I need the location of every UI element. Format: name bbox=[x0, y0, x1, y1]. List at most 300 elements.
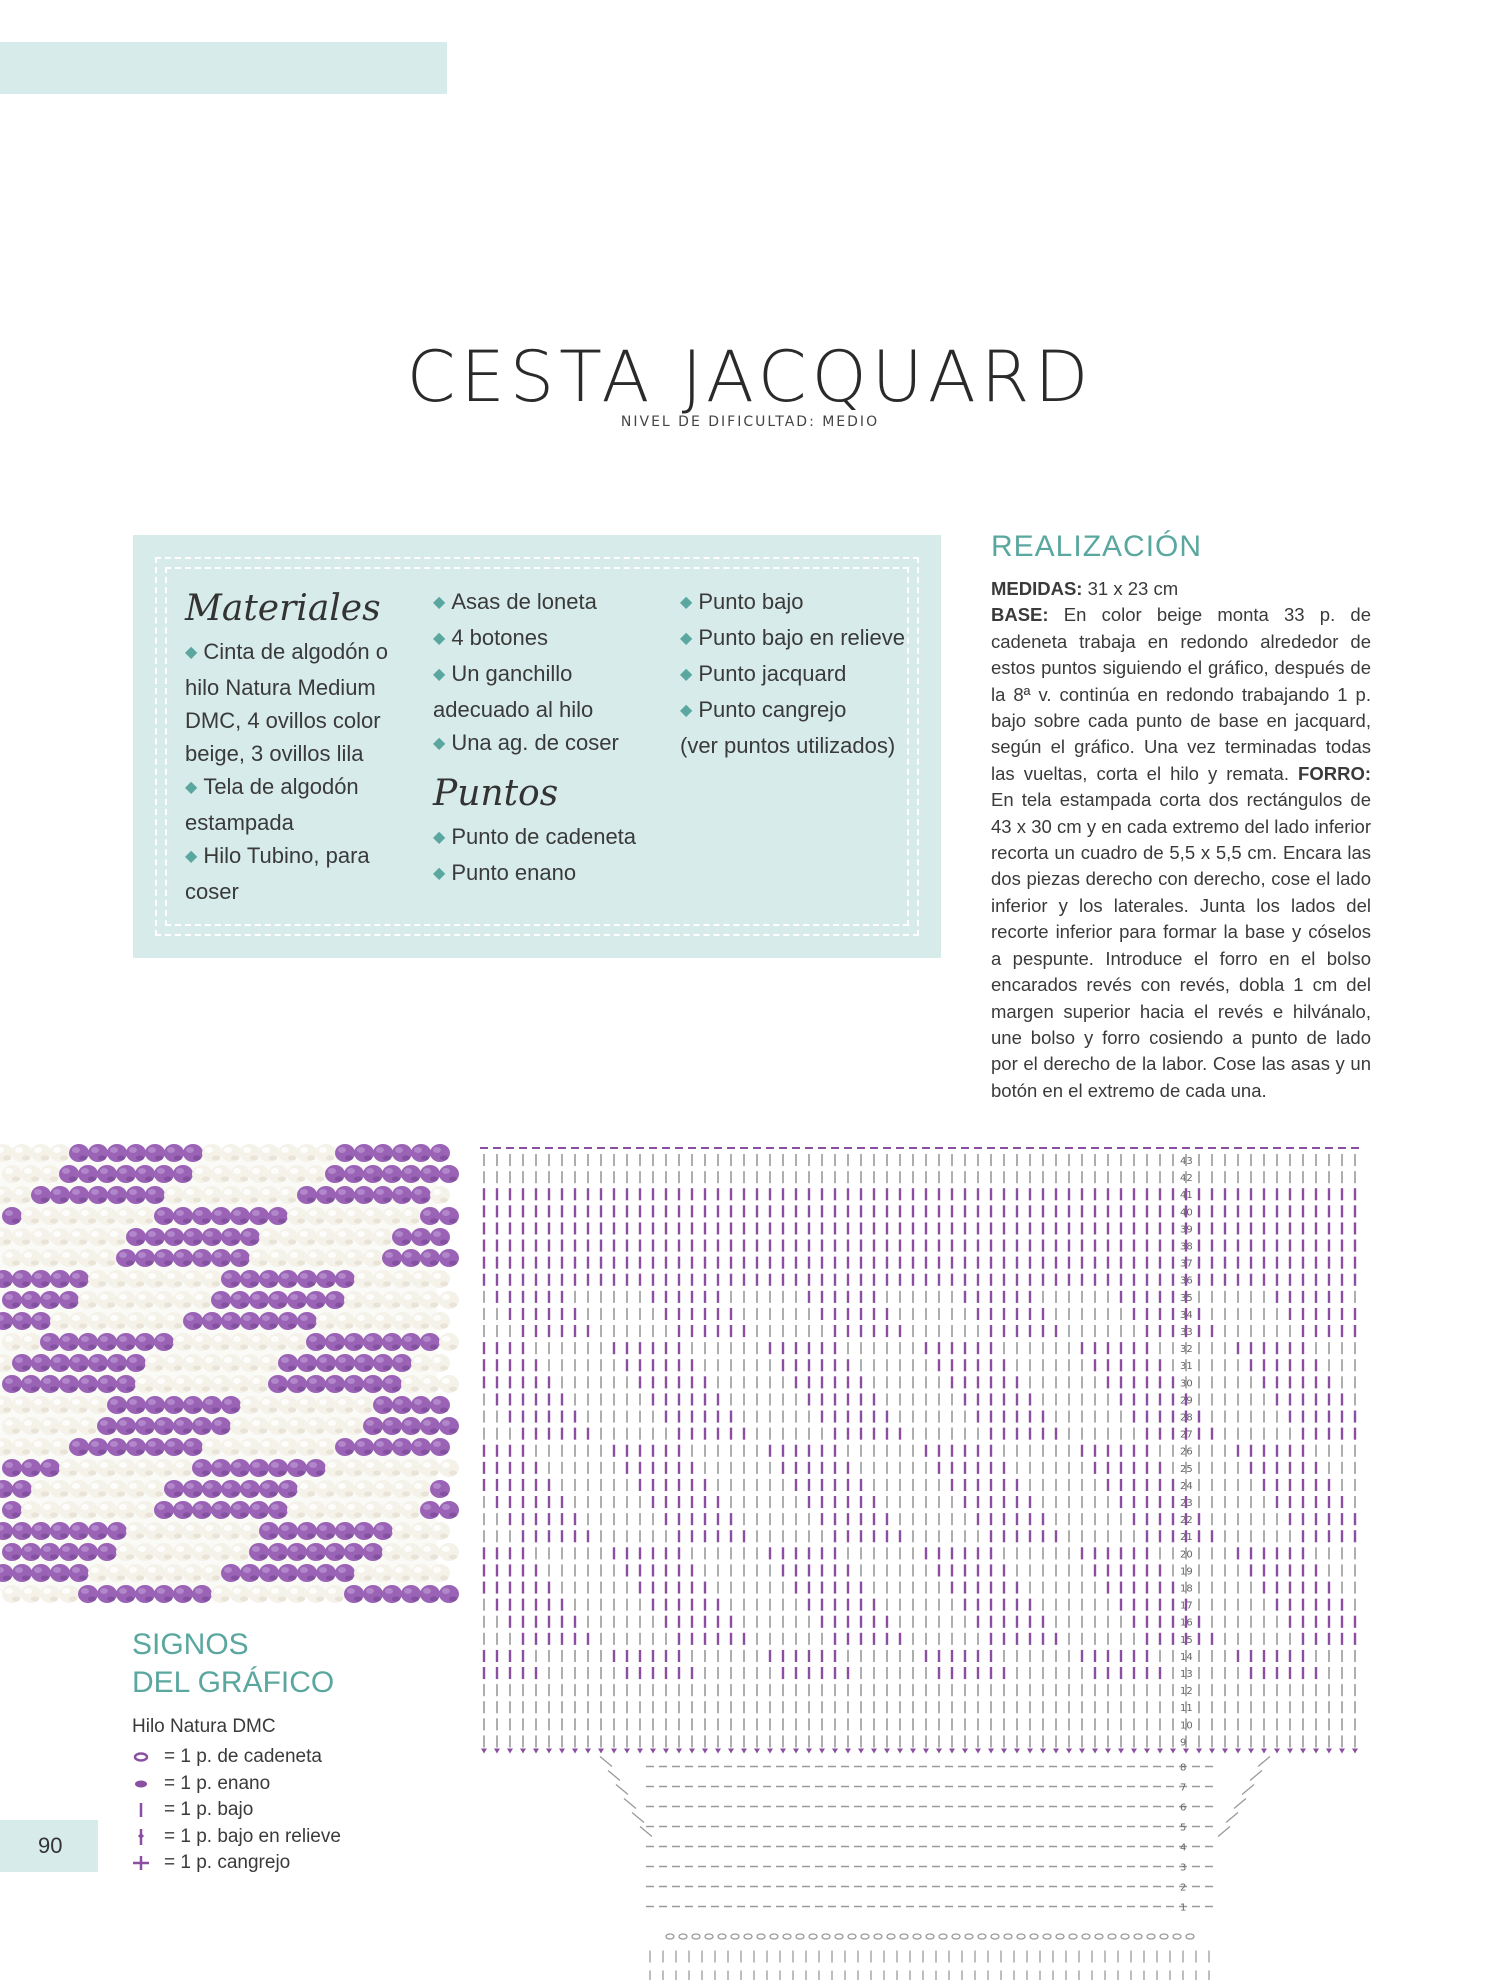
texture-shadow bbox=[193, 1324, 201, 1329]
texture-highlight bbox=[319, 1357, 327, 1363]
texture-highlight bbox=[205, 1147, 213, 1153]
texture-shadow bbox=[145, 1597, 153, 1602]
texture-shadow bbox=[345, 1576, 353, 1581]
texture-highlight bbox=[5, 1504, 13, 1510]
texture-shadow bbox=[278, 1597, 286, 1602]
texture-shadow bbox=[183, 1597, 191, 1602]
texture-shadow bbox=[440, 1240, 448, 1245]
texture-highlight bbox=[34, 1273, 42, 1279]
texture-highlight bbox=[395, 1441, 403, 1447]
texture-shadow bbox=[326, 1240, 334, 1245]
slip-stitch-mark bbox=[780, 1749, 786, 1754]
legend-heading bbox=[132, 1626, 334, 1702]
texture-highlight bbox=[328, 1252, 336, 1258]
texture-highlight bbox=[281, 1315, 289, 1321]
texture-highlight bbox=[214, 1546, 222, 1552]
texture-highlight bbox=[414, 1357, 422, 1363]
texture-shadow bbox=[193, 1156, 201, 1161]
texture-shadow bbox=[288, 1450, 296, 1455]
texture-shadow bbox=[326, 1450, 334, 1455]
texture-highlight bbox=[423, 1210, 431, 1216]
chain-mark bbox=[1134, 1934, 1142, 1939]
texture-shadow bbox=[174, 1534, 182, 1539]
texture-shadow bbox=[411, 1471, 419, 1476]
texture-shadow bbox=[240, 1345, 248, 1350]
texture-shadow bbox=[373, 1303, 381, 1308]
texture-highlight bbox=[167, 1357, 175, 1363]
round-number-label: 26 bbox=[1180, 1446, 1193, 1458]
texture-shadow bbox=[392, 1177, 400, 1182]
slip-stitch-mark bbox=[1131, 1749, 1137, 1754]
texture-highlight bbox=[309, 1168, 317, 1174]
texture-shadow bbox=[12, 1471, 20, 1476]
round-number-label: 31 bbox=[1180, 1361, 1193, 1373]
texture-highlight bbox=[252, 1546, 260, 1552]
texture-shadow bbox=[22, 1198, 30, 1203]
texture-shadow bbox=[373, 1345, 381, 1350]
texture-shadow bbox=[240, 1387, 248, 1392]
chain-mark bbox=[796, 1934, 804, 1939]
texture-highlight bbox=[433, 1525, 441, 1531]
texture-shadow bbox=[50, 1513, 58, 1518]
texture-highlight bbox=[309, 1294, 317, 1300]
texture-highlight bbox=[167, 1231, 175, 1237]
texture-shadow bbox=[335, 1429, 343, 1434]
texture-highlight bbox=[338, 1441, 346, 1447]
texture-highlight bbox=[138, 1378, 146, 1384]
slip-stitch-mark bbox=[845, 1749, 851, 1754]
texture-highlight bbox=[110, 1273, 118, 1279]
texture-highlight bbox=[176, 1504, 184, 1510]
texture-highlight bbox=[100, 1420, 108, 1426]
texture-shadow bbox=[183, 1303, 191, 1308]
texture-highlight bbox=[110, 1567, 118, 1573]
texture-shadow bbox=[316, 1513, 324, 1518]
slip-stitch-mark bbox=[767, 1749, 773, 1754]
texture-highlight bbox=[119, 1504, 127, 1510]
texture-shadow bbox=[440, 1282, 448, 1287]
texture-highlight bbox=[433, 1315, 441, 1321]
materials-item: ◆ Asas de loneta bbox=[433, 585, 663, 621]
texture-shadow bbox=[164, 1219, 172, 1224]
texture-highlight bbox=[138, 1504, 146, 1510]
texture-shadow bbox=[41, 1450, 49, 1455]
texture-shadow bbox=[269, 1450, 277, 1455]
texture-shadow bbox=[69, 1429, 77, 1434]
texture-highlight bbox=[176, 1252, 184, 1258]
texture-highlight bbox=[376, 1525, 384, 1531]
round-number-label: 7 bbox=[1180, 1782, 1187, 1794]
texture-shadow bbox=[193, 1576, 201, 1581]
slip-stitch-mark bbox=[1222, 1749, 1228, 1754]
texture-shadow bbox=[212, 1156, 220, 1161]
texture-highlight bbox=[252, 1210, 260, 1216]
slip-stitch-mark bbox=[507, 1749, 513, 1754]
texture-highlight bbox=[62, 1546, 70, 1552]
texture-shadow bbox=[335, 1513, 343, 1518]
texture-highlight bbox=[91, 1189, 99, 1195]
texture-highlight bbox=[62, 1294, 70, 1300]
slip-stitch-mark bbox=[806, 1749, 812, 1754]
texture-shadow bbox=[354, 1345, 362, 1350]
chain-mark bbox=[666, 1934, 674, 1939]
texture-highlight bbox=[309, 1420, 317, 1426]
texture-shadow bbox=[278, 1471, 286, 1476]
texture-highlight bbox=[243, 1399, 251, 1405]
texture-highlight bbox=[385, 1504, 393, 1510]
texture-shadow bbox=[136, 1450, 144, 1455]
texture-highlight bbox=[43, 1420, 51, 1426]
texture-highlight bbox=[186, 1189, 194, 1195]
texture-shadow bbox=[345, 1408, 353, 1413]
texture-highlight bbox=[243, 1315, 251, 1321]
texture-shadow bbox=[183, 1345, 191, 1350]
texture-shadow bbox=[402, 1324, 410, 1329]
texture-shadow bbox=[50, 1219, 58, 1224]
texture-highlight bbox=[176, 1336, 184, 1342]
texture-highlight bbox=[100, 1378, 108, 1384]
texture-highlight bbox=[252, 1252, 260, 1258]
texture-highlight bbox=[433, 1399, 441, 1405]
texture-highlight bbox=[404, 1588, 412, 1594]
texture-shadow bbox=[411, 1177, 419, 1182]
texture-highlight bbox=[72, 1483, 80, 1489]
texture-shadow bbox=[3, 1534, 11, 1539]
slip-stitch-mark bbox=[832, 1749, 838, 1754]
texture-highlight bbox=[423, 1336, 431, 1342]
texture-shadow bbox=[307, 1240, 315, 1245]
chain-mark bbox=[848, 1934, 856, 1939]
slip-stitch-mark bbox=[546, 1749, 552, 1754]
texture-highlight bbox=[15, 1315, 23, 1321]
legend-row bbox=[130, 1771, 341, 1798]
texture-shadow bbox=[259, 1345, 267, 1350]
texture-highlight bbox=[186, 1525, 194, 1531]
texture-highlight bbox=[24, 1168, 32, 1174]
texture-shadow bbox=[22, 1576, 30, 1581]
texture-highlight bbox=[100, 1252, 108, 1258]
texture-shadow bbox=[278, 1261, 286, 1266]
texture-highlight bbox=[309, 1588, 317, 1594]
texture-shadow bbox=[183, 1555, 191, 1560]
texture-shadow bbox=[221, 1219, 229, 1224]
texture-shadow bbox=[364, 1492, 372, 1497]
texture-highlight bbox=[338, 1357, 346, 1363]
texture-shadow bbox=[212, 1450, 220, 1455]
round-number-label: 30 bbox=[1180, 1378, 1193, 1390]
slip-stitch-mark bbox=[1092, 1749, 1098, 1754]
texture-shadow bbox=[98, 1534, 106, 1539]
materials-item: ◆ Tela de algodón estampada bbox=[185, 770, 405, 839]
texture-shadow bbox=[221, 1555, 229, 1560]
texture-highlight bbox=[81, 1462, 89, 1468]
texture-highlight bbox=[110, 1399, 118, 1405]
texture-highlight bbox=[91, 1483, 99, 1489]
texture-shadow bbox=[402, 1408, 410, 1413]
texture-highlight bbox=[300, 1273, 308, 1279]
texture-highlight bbox=[281, 1357, 289, 1363]
texture-highlight bbox=[347, 1462, 355, 1468]
texture-highlight bbox=[157, 1462, 165, 1468]
texture-shadow bbox=[22, 1450, 30, 1455]
texture-highlight bbox=[195, 1294, 203, 1300]
texture-highlight bbox=[357, 1567, 365, 1573]
round-number-label: 25 bbox=[1180, 1463, 1193, 1475]
texture-shadow bbox=[231, 1534, 239, 1539]
texture-highlight bbox=[15, 1567, 23, 1573]
round-number-label: 34 bbox=[1180, 1309, 1193, 1321]
round-number-label: 39 bbox=[1180, 1224, 1193, 1236]
texture-highlight bbox=[252, 1378, 260, 1384]
texture-shadow bbox=[430, 1429, 438, 1434]
texture-highlight bbox=[376, 1147, 384, 1153]
slip-stitch-mark bbox=[1248, 1749, 1254, 1754]
texture-shadow bbox=[212, 1240, 220, 1245]
texture-shadow bbox=[411, 1219, 419, 1224]
slip-stitch-mark bbox=[754, 1749, 760, 1754]
texture-highlight bbox=[129, 1441, 137, 1447]
texture-shadow bbox=[411, 1597, 419, 1602]
texture-shadow bbox=[136, 1576, 144, 1581]
texture-shadow bbox=[202, 1471, 210, 1476]
materials-item: ◆ Hilo Tubino, para coser bbox=[185, 839, 405, 908]
texture-highlight bbox=[34, 1189, 42, 1195]
texture-shadow bbox=[364, 1450, 372, 1455]
texture-shadow bbox=[136, 1366, 144, 1371]
texture-highlight bbox=[252, 1504, 260, 1510]
texture-highlight bbox=[357, 1189, 365, 1195]
texture-highlight bbox=[91, 1357, 99, 1363]
texture-shadow bbox=[164, 1555, 172, 1560]
texture-highlight bbox=[243, 1525, 251, 1531]
texture-shadow bbox=[60, 1408, 68, 1413]
legend-heading-line-1: SIGNOS bbox=[132, 1628, 249, 1661]
texture-shadow bbox=[345, 1366, 353, 1371]
texture-shadow bbox=[107, 1387, 115, 1392]
texture-highlight bbox=[433, 1567, 441, 1573]
texture-highlight bbox=[205, 1357, 213, 1363]
chain-mark bbox=[731, 1934, 739, 1939]
texture-shadow bbox=[126, 1345, 134, 1350]
texture-shadow bbox=[421, 1534, 429, 1539]
texture-highlight bbox=[300, 1441, 308, 1447]
chain-mark bbox=[887, 1934, 895, 1939]
texture-highlight bbox=[224, 1441, 232, 1447]
texture-shadow bbox=[345, 1240, 353, 1245]
texture-highlight bbox=[262, 1189, 270, 1195]
texture-shadow bbox=[126, 1303, 134, 1308]
texture-shadow bbox=[297, 1387, 305, 1392]
texture-shadow bbox=[79, 1408, 87, 1413]
texture-shadow bbox=[136, 1156, 144, 1161]
texture-highlight bbox=[72, 1357, 80, 1363]
round-number-label: 12 bbox=[1180, 1686, 1193, 1698]
texture-shadow bbox=[383, 1450, 391, 1455]
stitches-heading: Puntos bbox=[433, 773, 559, 814]
texture-highlight bbox=[91, 1273, 99, 1279]
texture-shadow bbox=[307, 1324, 315, 1329]
texture-shadow bbox=[164, 1513, 172, 1518]
texture-shadow bbox=[145, 1387, 153, 1392]
slip-stitch-mark bbox=[1040, 1749, 1046, 1754]
round-number-label: 19 bbox=[1180, 1566, 1193, 1578]
texture-highlight bbox=[214, 1378, 222, 1384]
texture-shadow bbox=[88, 1513, 96, 1518]
texture-shadow bbox=[430, 1387, 438, 1392]
corner-stitch-mark bbox=[632, 1813, 644, 1823]
texture-highlight bbox=[195, 1546, 203, 1552]
texture-shadow bbox=[136, 1240, 144, 1245]
texture-shadow bbox=[79, 1198, 87, 1203]
texture-shadow bbox=[402, 1156, 410, 1161]
texture-shadow bbox=[373, 1261, 381, 1266]
texture-shadow bbox=[250, 1156, 258, 1161]
texture-shadow bbox=[155, 1534, 163, 1539]
instructions-text bbox=[991, 576, 1371, 1104]
slip-stitch-mark bbox=[1014, 1749, 1020, 1754]
texture-shadow bbox=[421, 1492, 429, 1497]
texture-shadow bbox=[126, 1177, 134, 1182]
texture-highlight bbox=[319, 1231, 327, 1237]
texture-shadow bbox=[335, 1345, 343, 1350]
texture-highlight bbox=[243, 1567, 251, 1573]
texture-shadow bbox=[12, 1345, 20, 1350]
texture-shadow bbox=[126, 1219, 134, 1224]
texture-highlight bbox=[214, 1210, 222, 1216]
texture-highlight bbox=[252, 1168, 260, 1174]
texture-highlight bbox=[138, 1210, 146, 1216]
chain-mark bbox=[991, 1934, 999, 1939]
texture-shadow bbox=[126, 1471, 134, 1476]
texture-shadow bbox=[22, 1366, 30, 1371]
texture-shadow bbox=[155, 1198, 163, 1203]
texture-highlight bbox=[262, 1399, 270, 1405]
texture-highlight bbox=[328, 1504, 336, 1510]
texture-shadow bbox=[383, 1492, 391, 1497]
texture-shadow bbox=[269, 1240, 277, 1245]
texture-highlight bbox=[433, 1147, 441, 1153]
texture-shadow bbox=[240, 1303, 248, 1308]
texture-highlight bbox=[62, 1378, 70, 1384]
texture-highlight bbox=[404, 1462, 412, 1468]
texture-shadow bbox=[392, 1429, 400, 1434]
texture-shadow bbox=[212, 1408, 220, 1413]
texture-shadow bbox=[297, 1345, 305, 1350]
texture-shadow bbox=[117, 1156, 125, 1161]
texture-shadow bbox=[316, 1177, 324, 1182]
texture-shadow bbox=[60, 1450, 68, 1455]
slip-stitch-mark bbox=[1027, 1749, 1033, 1754]
texture-shadow bbox=[373, 1429, 381, 1434]
texture-highlight bbox=[300, 1315, 308, 1321]
slip-stitch-mark bbox=[650, 1749, 656, 1754]
texture-highlight bbox=[72, 1189, 80, 1195]
texture-shadow bbox=[297, 1219, 305, 1224]
slip-stitch-mark bbox=[962, 1749, 968, 1754]
texture-highlight bbox=[319, 1315, 327, 1321]
texture-shadow bbox=[335, 1219, 343, 1224]
texture-shadow bbox=[69, 1219, 77, 1224]
texture-shadow bbox=[193, 1282, 201, 1287]
corner-stitch-mark bbox=[1242, 1785, 1254, 1795]
texture-shadow bbox=[231, 1366, 239, 1371]
texture-highlight bbox=[186, 1399, 194, 1405]
texture-highlight bbox=[43, 1294, 51, 1300]
texture-highlight bbox=[43, 1336, 51, 1342]
texture-shadow bbox=[212, 1366, 220, 1371]
texture-shadow bbox=[88, 1429, 96, 1434]
texture-shadow bbox=[373, 1513, 381, 1518]
texture-highlight bbox=[328, 1378, 336, 1384]
texture-shadow bbox=[117, 1324, 125, 1329]
slip-stitch-mark bbox=[793, 1749, 799, 1754]
texture-shadow bbox=[240, 1219, 248, 1224]
texture-shadow bbox=[269, 1198, 277, 1203]
texture-shadow bbox=[88, 1303, 96, 1308]
texture-highlight bbox=[195, 1210, 203, 1216]
texture-highlight bbox=[338, 1147, 346, 1153]
texture-shadow bbox=[69, 1513, 77, 1518]
texture-shadow bbox=[145, 1471, 153, 1476]
texture-highlight bbox=[309, 1462, 317, 1468]
texture-shadow bbox=[98, 1198, 106, 1203]
texture-highlight bbox=[328, 1588, 336, 1594]
texture-shadow bbox=[50, 1345, 58, 1350]
texture-highlight bbox=[423, 1294, 431, 1300]
texture-highlight bbox=[233, 1252, 241, 1258]
texture-shadow bbox=[202, 1345, 210, 1350]
texture-highlight bbox=[442, 1420, 450, 1426]
texture-highlight bbox=[91, 1315, 99, 1321]
texture-shadow bbox=[316, 1261, 324, 1266]
slip-stitch-mark bbox=[676, 1749, 682, 1754]
chain-mark bbox=[1173, 1934, 1181, 1939]
texture-shadow bbox=[231, 1198, 239, 1203]
texture-highlight bbox=[252, 1588, 260, 1594]
chain-mark bbox=[1121, 1934, 1129, 1939]
texture-shadow bbox=[41, 1408, 49, 1413]
texture-shadow bbox=[411, 1387, 419, 1392]
texture-highlight bbox=[110, 1483, 118, 1489]
slip-stitch-mark bbox=[1352, 1749, 1358, 1754]
texture-highlight bbox=[119, 1420, 127, 1426]
texture-shadow bbox=[164, 1345, 172, 1350]
texture-shadow bbox=[383, 1534, 391, 1539]
texture-shadow bbox=[250, 1366, 258, 1371]
texture-shadow bbox=[221, 1387, 229, 1392]
texture-highlight bbox=[138, 1462, 146, 1468]
texture-highlight bbox=[233, 1462, 241, 1468]
texture-shadow bbox=[69, 1177, 77, 1182]
texture-shadow bbox=[250, 1492, 258, 1497]
chain-mark bbox=[705, 1934, 713, 1939]
round-number-label: 21 bbox=[1180, 1532, 1193, 1544]
texture-highlight bbox=[72, 1147, 80, 1153]
texture-highlight bbox=[129, 1483, 137, 1489]
single-crochet-icon bbox=[130, 1800, 158, 1820]
round-number-label: 41 bbox=[1180, 1190, 1193, 1202]
texture-highlight bbox=[366, 1294, 374, 1300]
texture-highlight bbox=[53, 1315, 61, 1321]
texture-highlight bbox=[338, 1315, 346, 1321]
texture-shadow bbox=[307, 1450, 315, 1455]
texture-shadow bbox=[449, 1471, 457, 1476]
texture-highlight bbox=[91, 1567, 99, 1573]
texture-highlight bbox=[290, 1252, 298, 1258]
slip-stitch-mark bbox=[897, 1749, 903, 1754]
texture-highlight bbox=[91, 1231, 99, 1237]
texture-highlight bbox=[262, 1273, 270, 1279]
